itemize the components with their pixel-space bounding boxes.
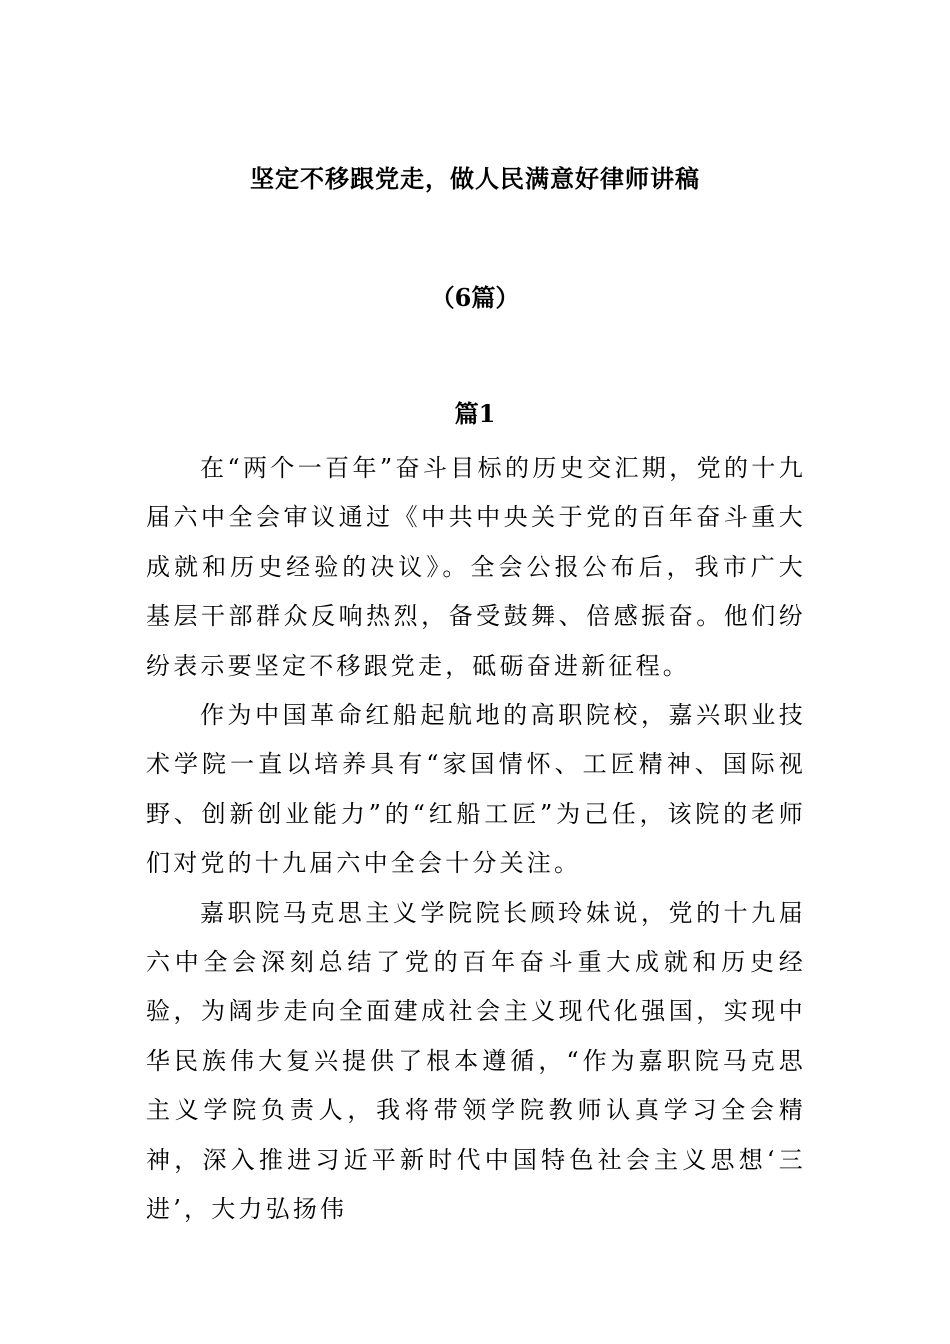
paragraph-3: 嘉职院马克思主义学院院长顾玲妹说，党的十九届六中全会深刻总结了党的百年奋斗重大成就和历史经验，为阔步走向全面建成社会主义现代化强国，实现中华民族伟大复兴提供了根本遵循，“作为嘉职院马克思主义学院负责人，我将带领学院教师认真学习全会精神，深入推进习近平新时代中国特色社会主义思想‘三进’，大力弘扬伟: [146, 898, 806, 1224]
document-subtitle: （6篇）: [430, 283, 520, 312]
paragraph-2: 作为中国革命红船起航地的高职院校，嘉兴职业技术学院一直以培养具有“家国情怀、工匠精神、国际视野、创新创业能力”的“红船工匠”为己任，该院的老师们对党的十九届六中全会十分关注。: [146, 701, 806, 878]
section-heading: 篇1: [454, 399, 496, 428]
document-title: 坚定不移跟党走，做人民满意好律师讲稿: [250, 164, 700, 193]
body-text: [146, 444, 806, 1235]
paragraph-1: 在“两个一百年”奋斗目标的历史交汇期，党的十九届六中全会审议通过《中共中央关于党的百年奋斗重大成就和历史经验的决议》。全会公报公布后，我市广大基层干部群众反响热烈，备受鼓舞、倍感振奋。他们纷纷表示要坚定不移跟党走，砥砺奋进新征程。: [146, 454, 806, 680]
